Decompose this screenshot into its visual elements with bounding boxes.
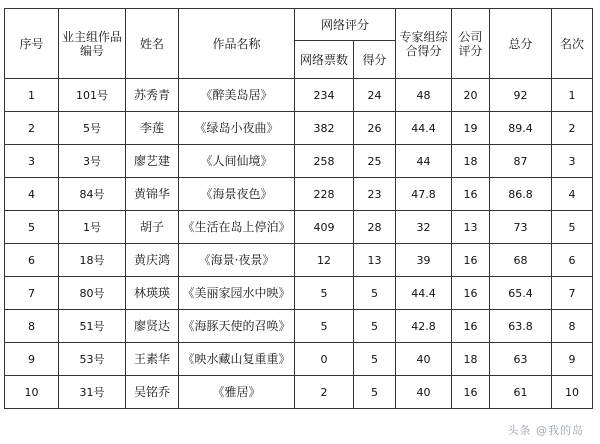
- cell-company: 16: [452, 178, 490, 211]
- cell-votes: 12: [295, 244, 354, 277]
- cell-work: 《雅居》: [179, 376, 295, 409]
- table-row: [5, 79, 593, 112]
- header-online-score: 得分: [354, 41, 396, 79]
- table-body: [5, 79, 593, 409]
- cell-online-score: 24: [354, 79, 396, 112]
- cell-total: 73: [490, 211, 552, 244]
- cell-work: 《绿岛小夜曲》: [179, 112, 295, 145]
- cell-votes: 228: [295, 178, 354, 211]
- cell-expert: 44.4: [396, 112, 452, 145]
- cell-company: 20: [452, 79, 490, 112]
- cell-total: 92: [490, 79, 552, 112]
- cell-index: 9: [5, 343, 59, 376]
- table-header: [5, 9, 593, 79]
- cell-total: 87: [490, 145, 552, 178]
- cell-rank: 1: [552, 79, 593, 112]
- cell-name: 吴铭乔: [126, 376, 179, 409]
- cell-online-score: 5: [354, 376, 396, 409]
- cell-rank: 9: [552, 343, 593, 376]
- cell-index: 5: [5, 211, 59, 244]
- cell-votes: 258: [295, 145, 354, 178]
- cell-name: 苏秀青: [126, 79, 179, 112]
- cell-name: 李莲: [126, 112, 179, 145]
- cell-company: 16: [452, 376, 490, 409]
- cell-expert: 40: [396, 343, 452, 376]
- cell-group-no: 3号: [59, 145, 126, 178]
- cell-group-no: 53号: [59, 343, 126, 376]
- cell-expert: 39: [396, 244, 452, 277]
- cell-company: 16: [452, 277, 490, 310]
- watermark: 头条 @我的岛: [507, 424, 584, 437]
- cell-name: 黄锦华: [126, 178, 179, 211]
- cell-expert: 44.4: [396, 277, 452, 310]
- table-row: [5, 277, 593, 310]
- header-online: 网络评分: [295, 9, 396, 41]
- cell-index: 6: [5, 244, 59, 277]
- cell-rank: 7: [552, 277, 593, 310]
- cell-work: 《海豚天使的召唤》: [179, 310, 295, 343]
- cell-index: 2: [5, 112, 59, 145]
- cell-company: 13: [452, 211, 490, 244]
- cell-total: 63.8: [490, 310, 552, 343]
- cell-votes: 5: [295, 277, 354, 310]
- cell-online-score: 25: [354, 145, 396, 178]
- cell-votes: 2: [295, 376, 354, 409]
- cell-group-no: 84号: [59, 178, 126, 211]
- cell-online-score: 13: [354, 244, 396, 277]
- cell-expert: 42.8: [396, 310, 452, 343]
- cell-expert: 48: [396, 79, 452, 112]
- cell-expert: 32: [396, 211, 452, 244]
- cell-work: 《美丽家园水中映》: [179, 277, 295, 310]
- cell-total: 86.8: [490, 178, 552, 211]
- cell-online-score: 5: [354, 343, 396, 376]
- cell-work: 《醉美岛居》: [179, 79, 295, 112]
- cell-work: 《海景夜色》: [179, 178, 295, 211]
- cell-online-score: 5: [354, 310, 396, 343]
- score-table: [4, 8, 593, 409]
- cell-work: 《海景·夜景》: [179, 244, 295, 277]
- cell-votes: 234: [295, 79, 354, 112]
- header-company: 公司评分: [452, 9, 490, 79]
- cell-group-no: 80号: [59, 277, 126, 310]
- cell-group-no: 5号: [59, 112, 126, 145]
- cell-group-no: 101号: [59, 79, 126, 112]
- cell-rank: 10: [552, 376, 593, 409]
- table-row: [5, 112, 593, 145]
- cell-expert: 47.8: [396, 178, 452, 211]
- cell-index: 8: [5, 310, 59, 343]
- cell-expert: 40: [396, 376, 452, 409]
- cell-company: 19: [452, 112, 490, 145]
- cell-name: 王素华: [126, 343, 179, 376]
- header-group-no: 业主组作品编号: [59, 9, 126, 79]
- cell-total: 65.4: [490, 277, 552, 310]
- cell-online-score: 26: [354, 112, 396, 145]
- cell-company: 18: [452, 145, 490, 178]
- cell-company: 16: [452, 310, 490, 343]
- cell-work: 《映水藏山复重重》: [179, 343, 295, 376]
- cell-company: 16: [452, 244, 490, 277]
- cell-group-no: 18号: [59, 244, 126, 277]
- cell-online-score: 28: [354, 211, 396, 244]
- cell-votes: 0: [295, 343, 354, 376]
- cell-group-no: 51号: [59, 310, 126, 343]
- cell-rank: 2: [552, 112, 593, 145]
- header-total: 总分: [490, 9, 552, 79]
- cell-name: 林瑛瑛: [126, 277, 179, 310]
- cell-index: 3: [5, 145, 59, 178]
- cell-index: 10: [5, 376, 59, 409]
- cell-group-no: 1号: [59, 211, 126, 244]
- table-row: [5, 244, 593, 277]
- cell-total: 89.4: [490, 112, 552, 145]
- table-row: [5, 211, 593, 244]
- header-name: 姓名: [126, 9, 179, 79]
- cell-name: 黄庆鸿: [126, 244, 179, 277]
- cell-rank: 4: [552, 178, 593, 211]
- cell-votes: 5: [295, 310, 354, 343]
- table-row: [5, 310, 593, 343]
- cell-index: 4: [5, 178, 59, 211]
- cell-rank: 3: [552, 145, 593, 178]
- cell-online-score: 23: [354, 178, 396, 211]
- cell-rank: 6: [552, 244, 593, 277]
- cell-votes: 409: [295, 211, 354, 244]
- header-rank: 名次: [552, 9, 593, 79]
- cell-name: 廖艺建: [126, 145, 179, 178]
- table-row: [5, 178, 593, 211]
- cell-total: 61: [490, 376, 552, 409]
- cell-votes: 382: [295, 112, 354, 145]
- cell-index: 7: [5, 277, 59, 310]
- table-row: [5, 145, 593, 178]
- header-work: 作品名称: [179, 9, 295, 79]
- cell-company: 18: [452, 343, 490, 376]
- header-votes: 网络票数: [295, 41, 354, 79]
- cell-work: 《人间仙境》: [179, 145, 295, 178]
- cell-index: 1: [5, 79, 59, 112]
- cell-group-no: 31号: [59, 376, 126, 409]
- header-index: 序号: [5, 9, 59, 79]
- cell-total: 63: [490, 343, 552, 376]
- cell-rank: 8: [552, 310, 593, 343]
- cell-expert: 44: [396, 145, 452, 178]
- cell-name: 胡子: [126, 211, 179, 244]
- table-row: [5, 343, 593, 376]
- table-row: [5, 376, 593, 409]
- header-expert: 专家组综合得分: [396, 9, 452, 79]
- cell-online-score: 5: [354, 277, 396, 310]
- cell-name: 廖贤达: [126, 310, 179, 343]
- cell-total: 68: [490, 244, 552, 277]
- cell-rank: 5: [552, 211, 593, 244]
- cell-work: 《生活在岛上停泊》: [179, 211, 295, 244]
